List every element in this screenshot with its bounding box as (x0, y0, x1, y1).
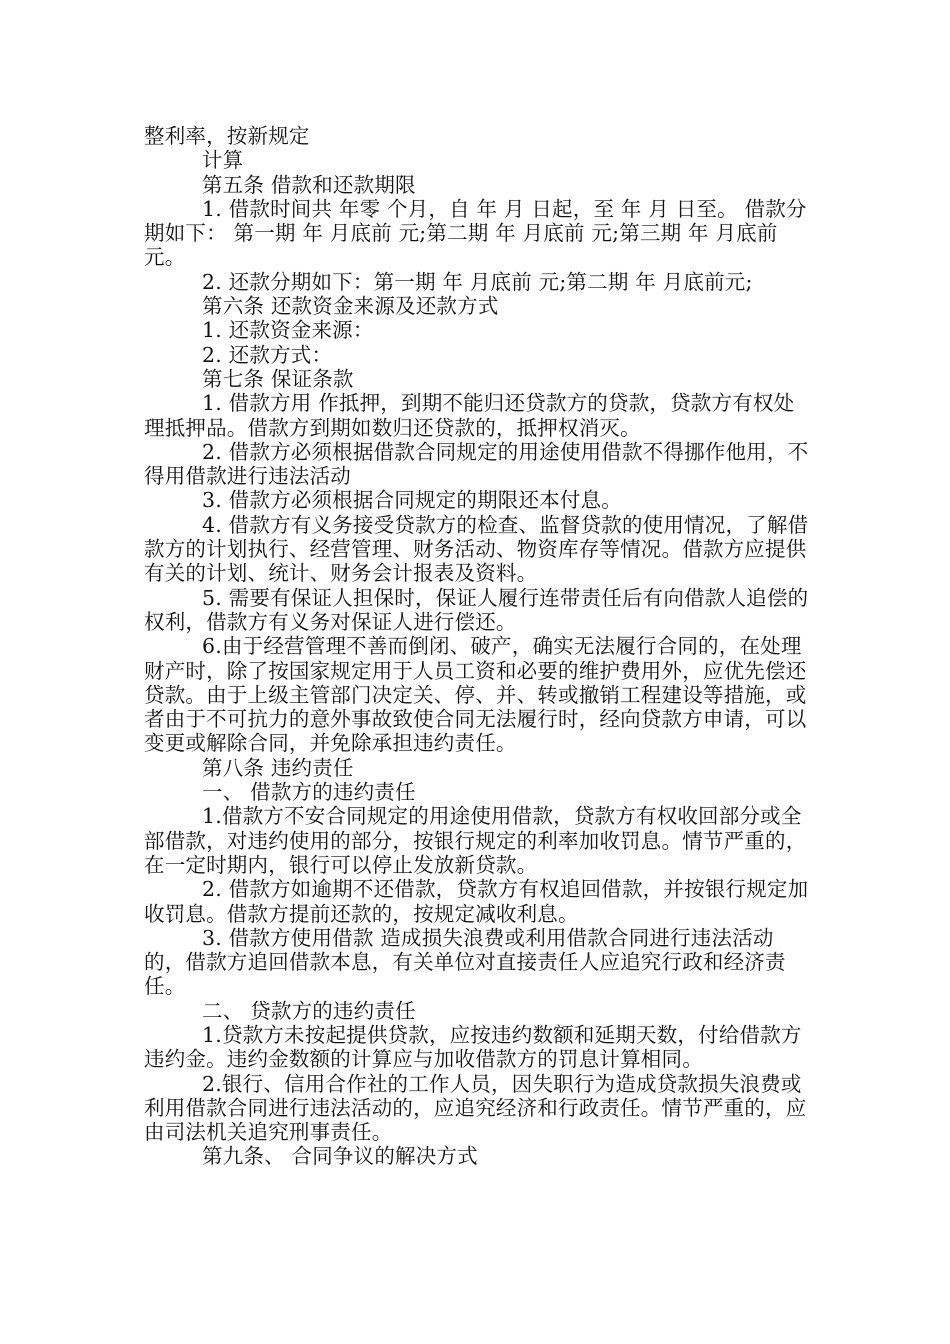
article-5-item-1: 1. 借款时间共 年零 个月，自 年 月 日起，至 年 月 日至。 借款分期如下： 第一期 年 月底前 元;第二期 年 月底前 元;第三期 年 月底前元。 (144, 196, 807, 270)
article-7-item-6: 6.由于经营管理不善而倒闭、破产，确实无法履行合同的，在处理财产时，除了按国家规定用于人员工资和必要的维护费用外，应优先偿还贷款。由于上级主管部门决定关、停、并、转或撤销工程建设等措施，或者由于不可抗力的意外事故致使合同无法履行时，经向贷款方申请，可以变更或解除合同，并免除承担违约责任。 (144, 634, 807, 756)
article-8-section-2-item-2: 2.银行、信用合作社的工作人员，因失职行为造成贷款损失浪费或利用借款合同进行违法活动的，应追究经济和行政责任。情节严重的，应由司法机关追究刑事责任。 (144, 1071, 807, 1145)
article-6-heading: 第六条 还款资金来源及还款方式 (202, 294, 499, 319)
article-7-item-4: 4. 借款方有义务接受贷款方的检查、监督贷款的使用情况，了解借款方的计划执行、经营管理、财务活动、物资库存等情况。借款方应提供有关的计划、统计、财务会计报表及资料。 (144, 512, 809, 586)
article-6-item-1: 1. 还款资金来源： (202, 318, 374, 343)
article-7-item-5: 5. 需要有保证人担保时，保证人履行连带责任后有向借款人追偿的权利，借款方有义务对保证人进行偿还。 (144, 585, 809, 634)
article-8-section-1-item-3: 3. 借款方使用借款 造成损失浪费或利用借款合同进行违法活动的，借款方追回借款本息，有关单位对直接责任人应追究行政和经济责任。 (144, 925, 786, 999)
article-6-item-2: 2. 还款方式： (202, 342, 333, 367)
document-body (144, 124, 812, 1169)
article-8-heading: 第八条 违约责任 (202, 755, 354, 780)
paragraph-rate-continuation: 整利率，按新规定 (144, 124, 310, 148)
article-5-item-2: 2. 还款分期如下：第一期 年 月底前 元;第二期 年 月底前元; (202, 269, 753, 294)
article-5-heading: 第五条 借款和还款期限 (202, 172, 416, 197)
article-7-heading: 第七条 保证条款 (202, 366, 354, 391)
article-8-section-1-heading: 一、 借款方的违约责任 (202, 780, 416, 805)
article-8-section-2-item-1: 1.贷款方未按起提供贷款，应按违约数额和延期天数，付给借款方违约金。违约金数额的计算应与加收借款方的罚息计算相同。 (144, 1022, 802, 1072)
article-8-section-1-item-2: 2. 借款方如逾期不还借款，贷款方有权追回借款，并按银行规定加收罚息。借款方提前还款的，按规定减收利息。 (144, 877, 809, 926)
article-7-item-2: 2. 借款方必须根据借款合同规定的用途使用借款不得挪作他用，不得用借款进行违法活动 (144, 439, 809, 489)
article-9-heading: 第九条、 合同争议的解决方式 (202, 1144, 478, 1169)
article-7-item-3: 3. 借款方必须根据合同规定的期限还本付息。 (202, 488, 622, 513)
article-8-section-1-item-1: 1.借款方不安合同规定的用途使用借款，贷款方有权收回部分或全部借款，对违约使用的部分，按银行规定的利率加收罚息。情节严重的，在一定时期内，银行可以停止发放新贷款。 (144, 804, 807, 877)
article-7-item-1: 1. 借款方用 作抵押，到期不能归还贷款方的贷款，贷款方有权处理抵押品。借款方到期如数归还贷款的，抵押权消灭。 (144, 391, 795, 440)
paragraph-calculation: 计算 (202, 148, 244, 173)
article-8-section-2-heading: 二、 贷款方的违约责任 (202, 998, 416, 1023)
